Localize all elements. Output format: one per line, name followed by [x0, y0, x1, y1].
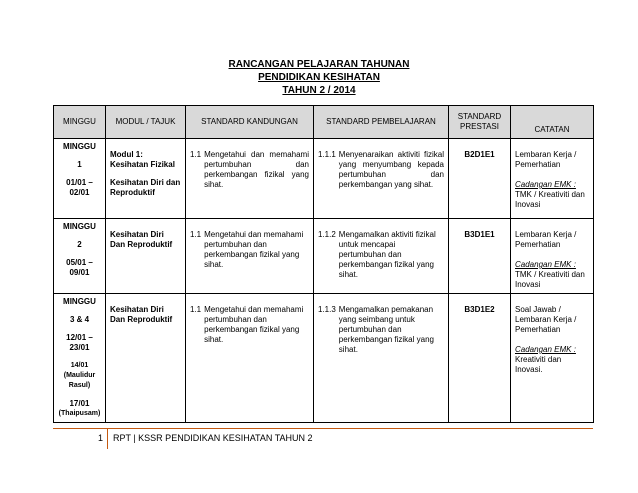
catatan-line-3: TMK / Kreativiti dan Inovasi: [515, 270, 585, 289]
holiday-name: Thaipusam: [61, 410, 98, 417]
table-row: [54, 219, 594, 294]
header-modul: MODUL / TAJUK: [106, 106, 186, 139]
minggu-label: MINGGU: [63, 222, 96, 231]
prestasi-code: B3D1E1: [464, 230, 495, 239]
catatan-emk-label: Cadangan EMK :: [515, 345, 576, 354]
cell-minggu: [54, 294, 106, 423]
kandungan-text: Mengetahui dan memahami pertumbuhan dan perkembangan fizikal yang sihat.: [204, 230, 304, 269]
minggu-holiday-1: 14/01 (Maulidur Rasul): [63, 362, 96, 389]
cell-modul: [106, 294, 186, 423]
minggu-date: 12/01 – 23/01: [66, 333, 93, 352]
cell-catatan: [511, 219, 594, 294]
kandungan-number: 1.1: [190, 305, 202, 314]
pembelajaran-text: Mengamalkan aktiviti fizikal untuk mencapai pertumbuhan dan perkembangan fizikal yang sihat.: [338, 230, 436, 279]
minggu-number: 1: [77, 160, 82, 169]
cell-pembelajaran: [314, 294, 449, 423]
header-pembelajaran: STANDARD PEMBELAJARAN: [314, 106, 449, 139]
table-header-row: [54, 106, 594, 139]
header-prestasi: STANDARD PRESTASI: [449, 106, 511, 139]
pembelajaran-text: Menyenaraikan aktiviti fizikal yang menyumbang kepada pertumbuhan dan perkembangan yang sihat.: [338, 150, 444, 189]
minggu-label: MINGGU: [63, 297, 96, 306]
kandungan-text: Mengetahui dan memahami pertumbuhan dan perkembangan fizikal yang sihat.: [204, 305, 304, 344]
minggu-number: 2: [77, 240, 82, 249]
minggu-label: MINGGU: [63, 142, 96, 151]
title-line-2: PENDIDIKAN KESIHATAN: [258, 72, 380, 83]
title-line-1: RANCANGAN PELAJARAN TAHUNAN: [228, 59, 410, 70]
kandungan-number: 1.1: [190, 230, 202, 239]
prestasi-code: B2D1E1: [464, 150, 495, 159]
cell-prestasi: [449, 294, 511, 423]
cell-prestasi: [449, 139, 511, 219]
header-minggu: MINGGU: [54, 106, 106, 139]
pembelajaran-number: 1.1.2: [318, 230, 336, 239]
catatan-line-3: Kreativiti dan Inovasi.: [515, 355, 562, 374]
plan-table: [53, 105, 594, 423]
prestasi-code: B3D1E2: [464, 305, 495, 314]
page-number: 1: [97, 433, 103, 443]
catatan-line-3: TMK / Kreativiti dan Inovasi: [515, 190, 585, 209]
header-kandungan: STANDARD KANDUNGAN: [186, 106, 314, 139]
cell-kandungan: [186, 139, 314, 219]
title-line-3: TAHUN 2 / 2014: [282, 85, 356, 96]
cell-minggu: [54, 139, 106, 219]
catatan-line-1: Soal Jawab / Lembaran Kerja / Pemerhatian: [515, 305, 577, 334]
page-footer: [53, 428, 593, 449]
cell-pembelajaran: [314, 219, 449, 294]
catatan-line-1: Lembaran Kerja / Pemerhatian: [515, 230, 577, 249]
footer-divider: [107, 429, 108, 449]
cell-catatan: [511, 139, 594, 219]
catatan-emk-label: Cadangan EMK :: [515, 260, 576, 269]
modul-line-1: Kesihatan Diri Dan Reproduktif: [110, 230, 173, 249]
cell-modul: [106, 219, 186, 294]
cell-kandungan: [186, 294, 314, 423]
minggu-date: 05/01 – 09/01: [66, 258, 93, 277]
cell-kandungan: [186, 219, 314, 294]
minggu-date: 01/01 – 02/01: [66, 178, 93, 197]
header-catatan: [511, 106, 594, 139]
modul-line-3: Kesihatan Diri dan Reproduktif: [110, 178, 181, 197]
header-catatan-label: CATATAN: [534, 125, 570, 134]
minggu-holiday-2-name: (Thaipusam): [58, 410, 101, 417]
cell-modul: [106, 139, 186, 219]
cell-prestasi: [449, 219, 511, 294]
kandungan-text: Mengetahui dan memahami pertumbuhan dan perkembangan fizikal yang sihat.: [204, 150, 309, 189]
cell-minggu: [54, 219, 106, 294]
catatan-line-1: Lembaran Kerja / Pemerhatian: [515, 150, 577, 169]
catatan-emk-label: Cadangan EMK :: [515, 180, 576, 189]
pembelajaran-text: Mengamalkan pemakanan yang seimbang untuk pertumbuhan dan perkembangan fizikal yang sihat.: [338, 305, 434, 354]
cell-catatan: [511, 294, 594, 423]
modul-line-1: Modul 1:: [110, 150, 143, 159]
pembelajaran-number: 1.1.3: [318, 305, 336, 314]
footer-text: RPT | KSSR PENDIDIKAN KESIHATAN TAHUN 2: [113, 433, 313, 443]
pembelajaran-number: 1.1.1: [318, 150, 336, 159]
minggu-holiday-2-date: 17/01: [69, 399, 90, 408]
cell-pembelajaran: [314, 139, 449, 219]
minggu-number: 3 & 4: [69, 315, 90, 324]
table-row: [54, 294, 594, 423]
kandungan-number: 1.1: [190, 150, 202, 159]
modul-line-2: Kesihatan Fizikal: [110, 160, 175, 169]
table-row: [54, 139, 594, 219]
document-title: [0, 58, 638, 97]
modul-line-1: Kesihatan Diri Dan Reproduktif: [110, 305, 173, 324]
